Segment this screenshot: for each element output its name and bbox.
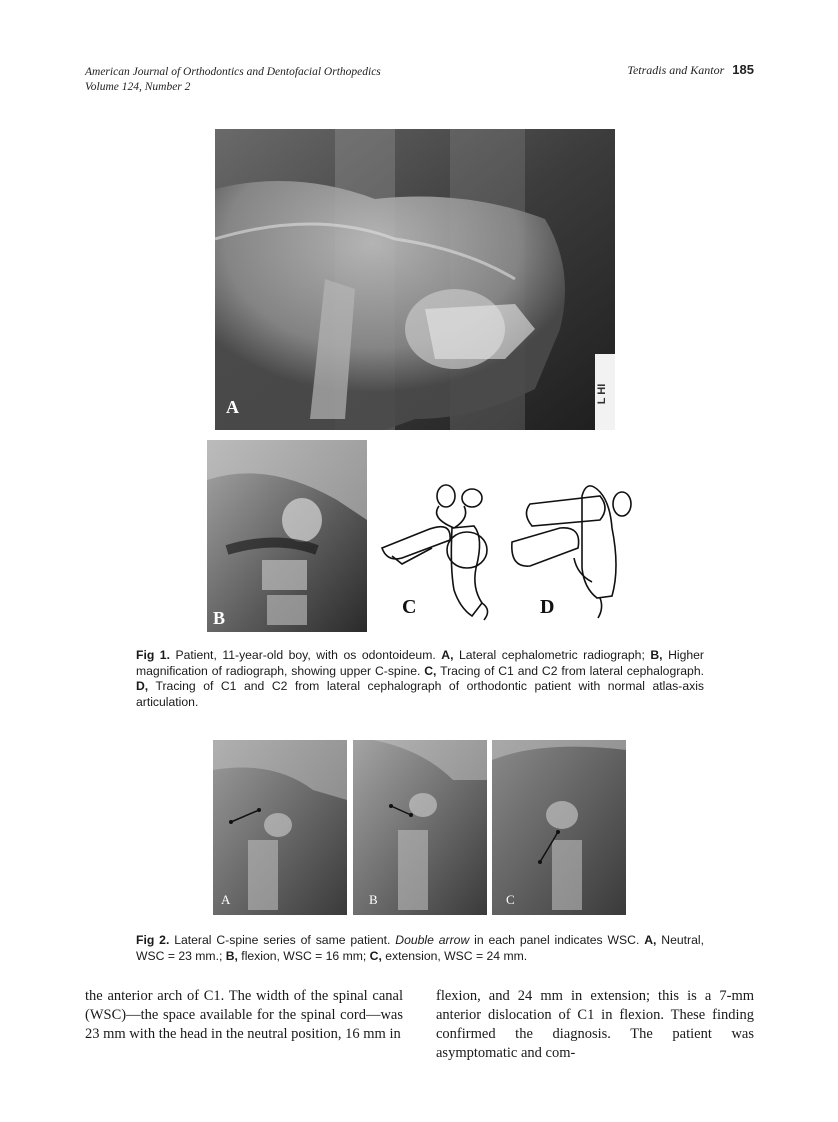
fig2-label-a: A <box>221 892 231 907</box>
fig2-caption-b-key: B, <box>225 948 238 963</box>
radiograph-a-image <box>215 129 615 430</box>
fig1-caption-a-text: Lateral cephalometric radiograph; <box>453 648 651 662</box>
fig1-panel-d-tracing <box>502 478 637 628</box>
fig2-panel-b-radiograph <box>353 740 487 915</box>
fig1-label-c: C <box>402 596 417 618</box>
fig1-caption-label: Fig 1. <box>136 648 170 662</box>
radiograph-2c-image <box>492 740 626 915</box>
tracing-c-drawing <box>372 478 502 628</box>
fig2-caption <box>136 933 704 964</box>
fig2-caption-c-key: C, <box>369 948 382 963</box>
fig1-caption-intro: Patient, 11-year-old boy, with os odontoideum. <box>169 648 442 662</box>
fig2-caption-label: Fig 2. <box>136 933 170 947</box>
fig2-caption-a-key: A, <box>644 933 657 947</box>
header-authors: Tetradis and Kantor <box>627 63 725 77</box>
fig2-caption-intro: Lateral C-spine series of same patient. <box>169 933 396 947</box>
fig2-label-b: B <box>369 892 378 907</box>
running-header-right <box>627 62 754 78</box>
fig2-panel-a-radiograph <box>213 740 347 915</box>
tracing-d-drawing <box>502 478 637 628</box>
fig2-caption-intro2: in each panel indicates WSC. <box>469 933 645 947</box>
fig1-label-a: A <box>226 397 239 417</box>
fig1-caption-b-key: B, <box>650 648 663 662</box>
film-marker: L HI <box>596 383 608 405</box>
running-header-left <box>85 65 381 95</box>
fig1-caption-b-text: Higher magnification of radiograph, showing upper C-spine. <box>136 648 704 678</box>
fig1-caption-c-key: C, <box>424 663 437 678</box>
fig2-caption-c-text: extension, WSC = 24 mm. <box>381 948 528 963</box>
fig1-caption-a-key: A, <box>441 648 454 662</box>
fig1-panel-c-tracing <box>372 478 502 628</box>
fig2-panel-c-radiograph <box>492 740 626 915</box>
fig2-caption-b-text: flexion, WSC = 16 mm; <box>237 948 370 963</box>
fig1-label-d: D <box>540 596 555 618</box>
fig1-caption-c-text: Tracing of C1 and C2 from lateral cephalograph. <box>436 663 705 678</box>
radiograph-b-image <box>207 440 367 632</box>
fig1-panel-a-radiograph <box>215 129 615 430</box>
fig1-caption-d-key: D, <box>136 679 149 693</box>
fig1-label-b: B <box>213 608 226 628</box>
fig1-caption-d-text: Tracing of C1 and C2 from lateral cephalograph of orthodontic patient with normal atlas-axis articulation. <box>136 679 704 709</box>
body-column-right: flexion, and 24 mm in extension; this is a 7-mm anterior dislocation of C1 in flexion. These finding confirmed the diagnosis. The patient was asymptomatic and com- <box>436 988 754 1061</box>
fig2-label-c: C <box>506 892 515 907</box>
body-column-left: the anterior arch of C1. The width of the spinal canal (WSC)—the space available for the spinal cord—was 23 mm with the head in the neutral position, 16 mm in <box>85 988 403 1042</box>
radiograph-2a-image <box>213 740 347 915</box>
journal-title: American Journal of Orthodontics and Dentofacial Orthopedics <box>85 66 381 78</box>
radiograph-2b-image <box>353 740 487 915</box>
fig1-panel-b-radiograph <box>207 440 367 632</box>
journal-volume: Volume 124, Number 2 <box>85 81 191 93</box>
fig2-caption-italic-term: Double arrow <box>395 933 470 947</box>
page-number: 185 <box>732 62 754 77</box>
fig2-caption-a-text: Neutral, WSC = 23 mm.; <box>136 933 704 963</box>
fig1-caption <box>136 648 704 710</box>
